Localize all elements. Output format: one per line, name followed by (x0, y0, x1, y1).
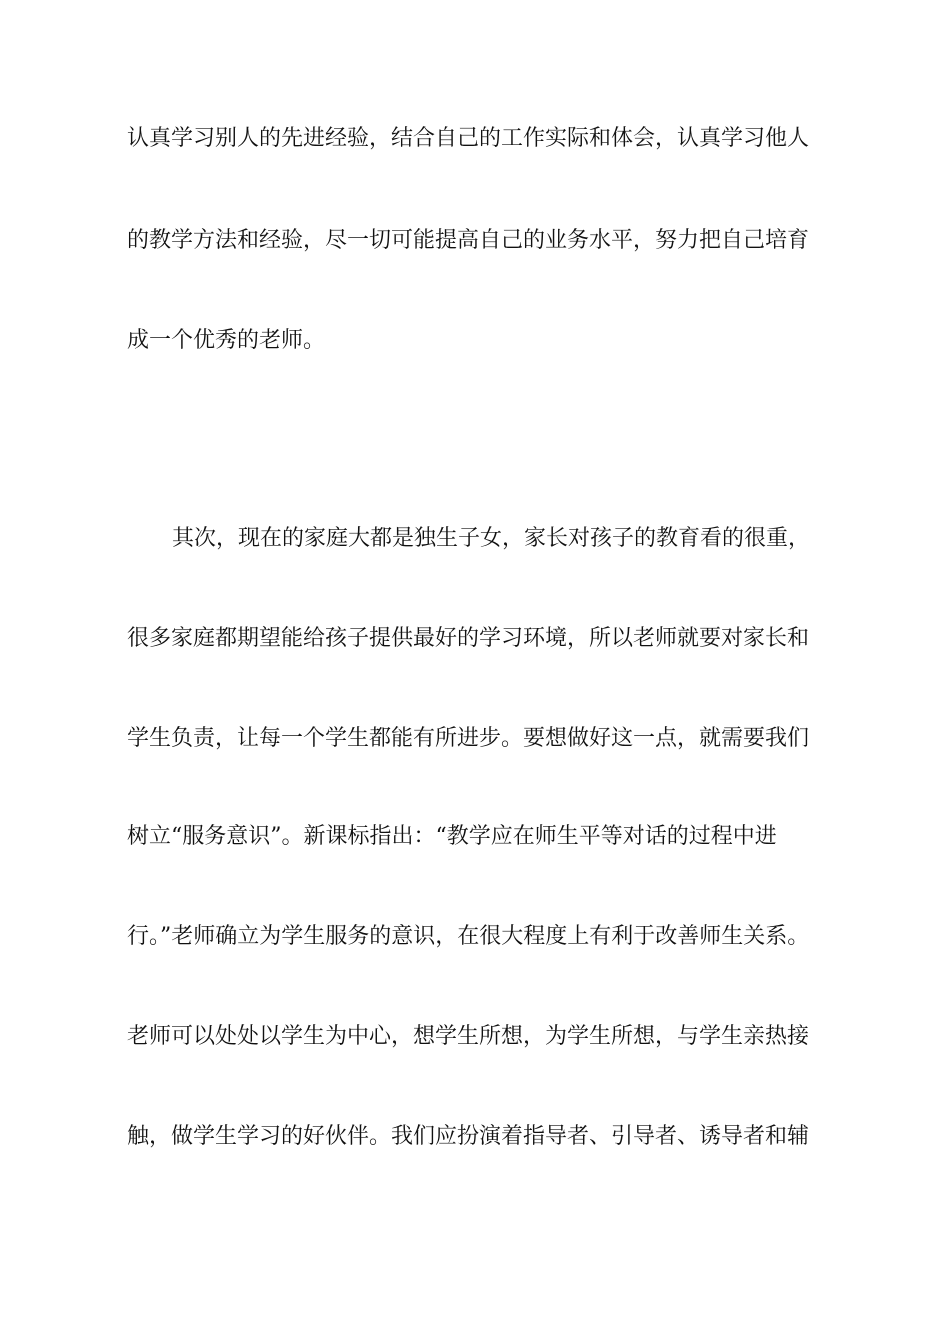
paragraph-line: 学生负责，让每一个学生都能有所进步。要想做好这一点，就需要我们 (127, 726, 810, 751)
paragraph-line: 老师可以处处以学生为中心，想学生所想，为学生所想，与学生亲热接 (127, 1024, 810, 1049)
paragraph-line: 树立“服务意识”。新课标指出：“教学应在师生平等对话的过程中进 (127, 824, 777, 849)
paragraph-line: 触，做学生学习的好伙伴。我们应扮演着指导者、引导者、诱导者和辅 (127, 1124, 810, 1149)
paragraph-line: 成一个优秀的老师。 (127, 328, 326, 353)
paragraph-line: 认真学习别人的先进经验，结合自己的工作实际和体会，认真学习他人 (127, 126, 810, 151)
paragraph-line: 行。”老师确立为学生服务的意识，在很大程度上有利于改善师生关系。 (127, 924, 810, 949)
paragraph-line: 的教学方法和经验，尽一切可能提高自己的业务水平，努力把自己培育 (127, 228, 810, 253)
paragraph-line: 很多家庭都期望能给孩子提供最好的学习环境，所以老师就要对家长和 (127, 626, 810, 651)
paragraph-line: 其次，现在的家庭大都是独生子女，家长对孩子的教育看的很重， (172, 526, 811, 551)
